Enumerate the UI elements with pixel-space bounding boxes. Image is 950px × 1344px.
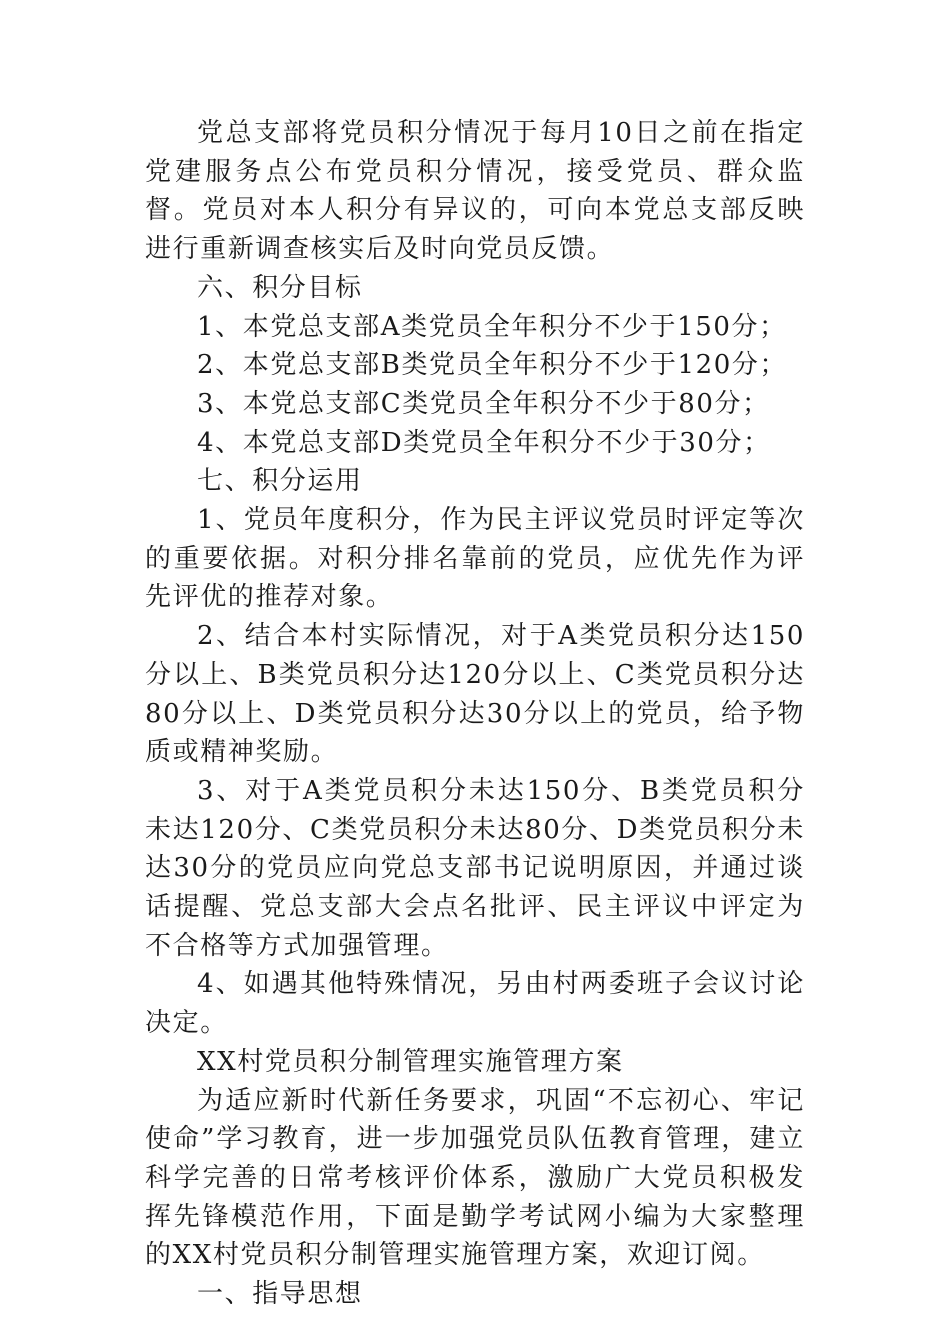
paragraph-announcement: 党总支部将党员积分情况于每月10日之前在指定党建服务点公布党员积分情况，接受党员、群众监督。党员对本人积分有异议的，可向本党总支部反映进行重新调查核实后及时向党员反馈。	[145, 118, 805, 265]
paragraph-usage-2: 2、结合本村实际情况，对于A类党员积分达150分以上、B类党员积分达120分以上、C类党员积分达80分以上、D类党员积分达30分以上的党员，给予物质或精神奖励。	[145, 621, 805, 768]
list-item-target-d: 4、本党总支部D类党员全年积分不少于30分；	[197, 427, 771, 458]
paragraph-usage-3: 3、对于A类党员积分未达150分、B类党员积分未达120分、C类党员积分未达80分、D类党员积分未达30分的党员应向党总支部书记说明原因，并通过谈话提醒、党总支部大会点名批评、民主评议中评定为不合格等方式加强管理。	[145, 775, 805, 961]
paragraph-usage-1: 1、党员年度积分，作为民主评议党员时评定等次的重要依据。对积分排名靠前的党员，应优先作为评先评优的推荐对象。	[145, 505, 805, 613]
list-item-target-a: 1、本党总支部A类党员全年积分不少于150分；	[197, 311, 787, 342]
paragraph-intro: 为适应新时代新任务要求，巩固“不忘初心、牢记使命”学习教育，进一步加强党员队伍教育管理，建立科学完善的日常考核评价体系，激励广大党员积极发挥先锋模范作用，下面是勤学考试网小编为大家整理的XX村党员积分制管理实施管理方案，欢迎订阅。	[145, 1085, 805, 1271]
document-title: XX村党员积分制管理实施管理方案	[197, 1046, 624, 1077]
list-item-target-b: 2、本党总支部B类党员全年积分不少于120分；	[197, 350, 788, 381]
list-item-target-c: 3、本党总支部C类党员全年积分不少于80分；	[197, 388, 770, 419]
heading-section-six: 六、积分目标	[197, 272, 363, 303]
heading-section-one: 一、指导思想	[197, 1279, 363, 1310]
document-body	[145, 114, 805, 1314]
paragraph-usage-4: 4、如遇其他特殊情况，另由村两委班子会议讨论决定。	[145, 969, 805, 1039]
heading-section-seven: 七、积分运用	[197, 466, 363, 497]
